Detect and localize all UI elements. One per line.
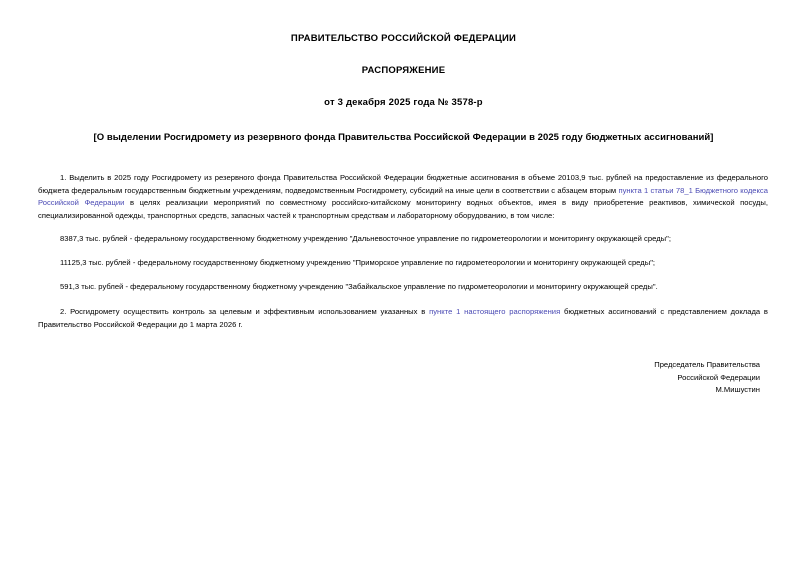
issuing-authority: ПРАВИТЕЛЬСТВО РОССИЙСКОЙ ФЕДЕРАЦИИ	[290, 33, 517, 44]
signature-position-line-2: Российской Федерации	[677, 372, 760, 382]
signature-name: М.Мишустин	[715, 385, 760, 395]
paragraph-2-text-before-link: 2. Росгидромету осуществить контроль за целевым и эффективным использованием указанных в	[60, 307, 430, 317]
allocation-item-2: 11125,3 тыс. рублей - федеральному государственному бюджетному учреждению "Приморское управление по гидрометеорологии и мониторингу окружающей среды";	[60, 258, 656, 268]
document-title: [О выделении Росгидромету из резервного фонда Правительства Российской Федерации в 2025 году бюджетных ассигнований]	[93, 132, 714, 144]
link-budget-code-article-78-1[interactable]: пункта 1 статьи 78_1 Бюджетного кодекса Российской Федерации	[38, 185, 768, 208]
signature-position-line-1: Председатель Правительства	[654, 360, 760, 370]
paragraph-1	[38, 172, 768, 222]
allocation-item-3: 591,3 тыс. рублей - федеральному государственному бюджетному учреждению "Забайкальское управление по гидрометеорологии и мониторингу окружающей среды".	[60, 281, 658, 291]
document-body	[30, 172, 777, 331]
document-header	[30, 0, 777, 108]
signature-block	[30, 359, 777, 396]
link-point-1-of-this-order[interactable]: пункте 1 настоящего распоряжения	[429, 307, 561, 317]
paragraph-1-text-before-link: 1. Выделить в 2025 году Росгидромету из резервного фонда Правительства Российской Федерации бюджетные ассигнования в объеме 20103,9 тыс. рублей на предоставление из федерального бюджета федеральным государственным бюджетным учреждениям, подведомственным Росгидромету, субсидий на иные цели в соответствии с абзацем вторым	[38, 173, 768, 195]
paragraph-1-text-after-link: в целях реализации мероприятий по совместному российско-китайскому мониторингу водных объектов, имея в виду приобретение реактивов, химической посуды, специализированной одежды, транспортных средств, запасных частей к транспортным средствам и лабораторному оборудованию, в том числе:	[38, 198, 768, 220]
paragraph-2-text-after-link: бюджетных ассигнований с представлением доклада в Правительство Российской Федерации до 1 марта 2026 г.	[38, 307, 768, 329]
paragraph-2	[38, 306, 768, 331]
document-date-number: от 3 декабря 2025 года № 3578-р	[324, 96, 483, 108]
allocation-item-1: 8387,3 тыс. рублей - федеральному государственному бюджетному учреждению "Дальневосточное управление по гидрометеорологии и мониторингу окружающей среды";	[60, 234, 671, 244]
document-kind: РАСПОРЯЖЕНИЕ	[361, 65, 446, 77]
